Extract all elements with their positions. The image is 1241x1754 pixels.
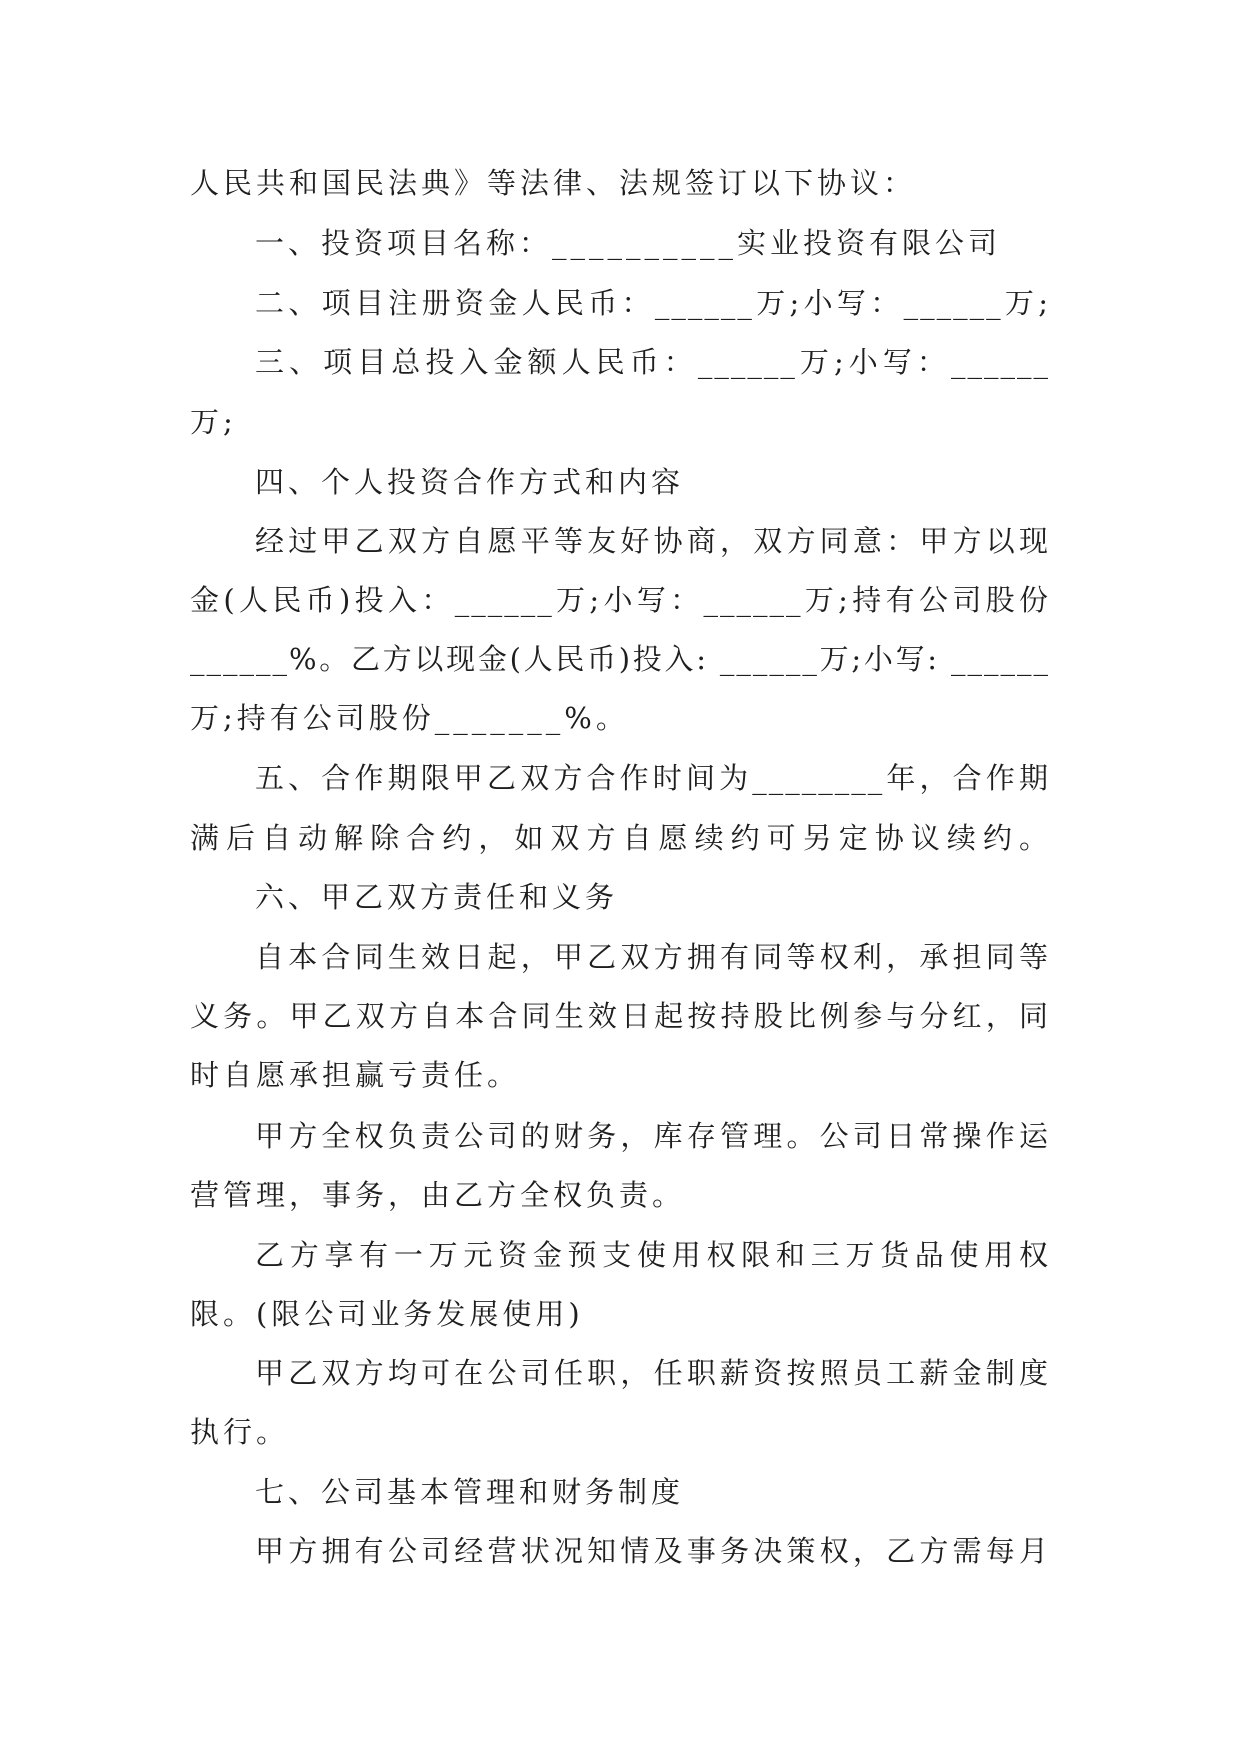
- clause-registered-capital: 二、项目注册资金人民币：______万;小写：______万;: [255, 286, 1050, 320]
- text-line: 自本合同生效日起，甲乙双方拥有同等权利，承担同等: [255, 940, 1050, 974]
- text-line: 营管理，事务，由乙方全权负责。: [190, 1178, 686, 1212]
- text-line: 甲乙双方均可在公司任职，任职薪资按照员工薪金制度: [255, 1356, 1050, 1390]
- section-heading: 四、个人投资合作方式和内容: [255, 465, 685, 499]
- text-line: 万;: [190, 405, 237, 439]
- section-heading: 七、公司基本管理和财务制度: [255, 1475, 685, 1509]
- text-line: 金(人民币)投入：______万;小写：______万;持有公司股份: [190, 583, 1050, 617]
- section-heading: 六、甲乙双方责任和义务: [255, 880, 619, 914]
- text-line: 人民共和国民法典》等法律、法规签订以下协议：: [190, 166, 917, 200]
- text-line: 乙方享有一万元资金预支使用权限和三万货品使用权: [255, 1238, 1050, 1272]
- text-line: 满后自动解除合约，如双方自愿续约可另定协议续约。: [190, 821, 1050, 855]
- text-line: 万;持有公司股份_______%。: [190, 701, 629, 735]
- clause-cooperation-term: 五、合作期限甲乙双方合作时间为________年，合作期: [255, 761, 1050, 795]
- clause-total-investment: 三、项目总投入金额人民币：______万;小写：______: [255, 345, 1050, 379]
- text-line: 执行。: [190, 1415, 290, 1449]
- text-line: 时自愿承担赢亏责任。: [190, 1058, 521, 1092]
- clause-project-name: 一、投资项目名称：__________实业投资有限公司: [255, 226, 1002, 260]
- text-line: ______%。乙方以现金(人民币)投入: ______万;小写: ______: [190, 642, 1050, 676]
- text-line: 经过甲乙双方自愿平等友好协商，双方同意：甲方以现: [255, 524, 1050, 558]
- text-line: 甲方拥有公司经营状况知情及事务决策权，乙方需每月: [255, 1534, 1050, 1568]
- text-line: 义务。甲乙双方自本合同生效日起按持股比例参与分红，同: [190, 999, 1050, 1033]
- text-line: 限。(限公司业务发展使用): [190, 1297, 584, 1331]
- text-line: 甲方全权负责公司的财务，库存管理。公司日常操作运: [255, 1119, 1050, 1153]
